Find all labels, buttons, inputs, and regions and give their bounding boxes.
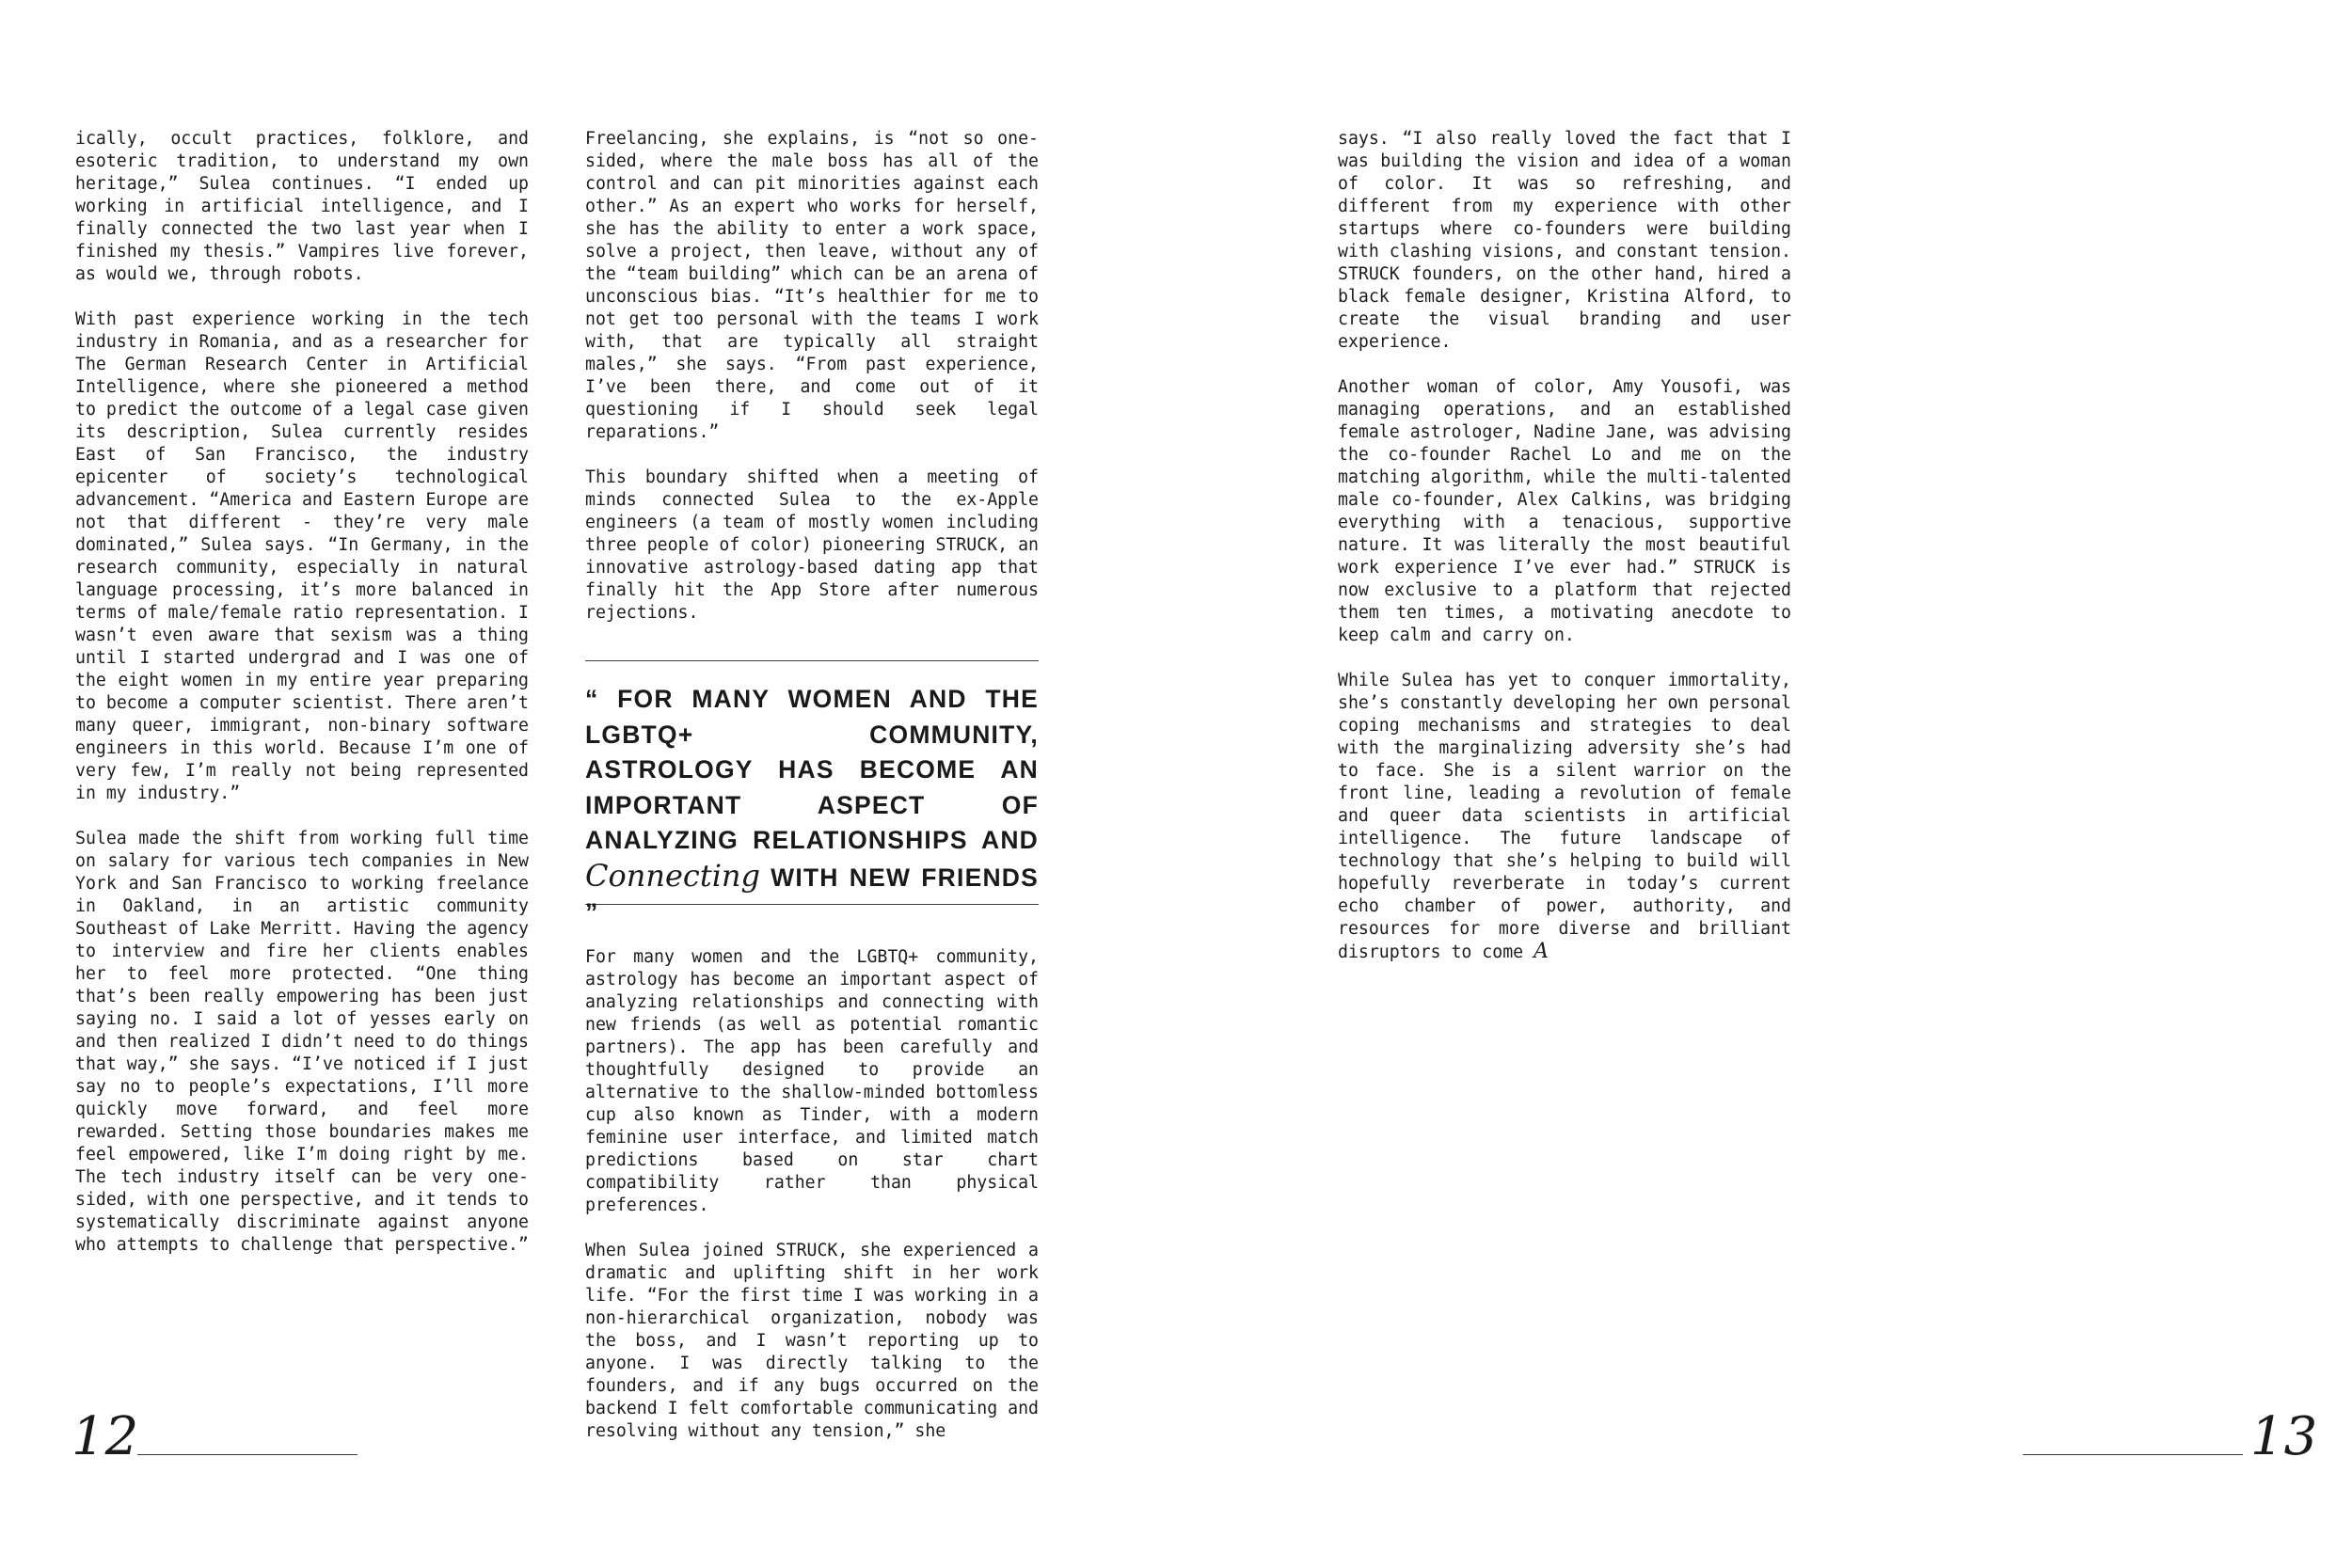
- body-paragraph: Freelancing, she explains, is “not so one-sided, where the male boss has all of the control and can pit minorities against each other.” As an expert who works for herself, she has the ability to enter a work space, solve a project, then leave, without any of the “team building” which can be an arena of unconscious bias. “It’s healthier for me to not get too personal with the teams I work with, that are typically all straight males,” she says. “From past experience, I’ve been there, and come out of it questioning if I should seek legal reparations.”: [585, 129, 1039, 442]
- body-paragraph: says. “I also really loved the fact that I was building the vision and idea of a woman of color. It was so refreshing, and different from my experience with other startups where co-founders were building with clashing visions, and constant tension. STRUCK founders, on the other hand, hired a black female designer, Kristina Alford, to create the visual branding and user experience.: [1338, 129, 1791, 352]
- end-mark-icon: A: [1534, 940, 1549, 963]
- left-page-column-2-continued: [585, 946, 1039, 1465]
- right-page-column: [1338, 128, 1791, 987]
- page-number-left: 12: [72, 1406, 139, 1467]
- folio-rule-left: [137, 1454, 358, 1455]
- pull-quote-lead: “ FOR MANY WOMEN AND THE LGBTQ+ COMMUNITY, ASTROLOGY HAS BECOME AN IMPORTANT ASPECT OF ANALYZING RELATIONSHIPS AND: [585, 685, 1039, 854]
- body-paragraph: Another woman of color, Amy Yousofi, was managing operations, and an established female astrologer, Nadine Jane, was advising the co-founder Rachel Lo and me on the matching algorithm, while the multi-talented male co-founder, Alex Calkins, was bridging everything with a tenacious, supportive nature. It was literally the most beautiful work experience I’ve ever had.” STRUCK is now exclusive to a platform that rejected them ten times, a motivating anecdote to keep calm and carry on.: [1338, 377, 1791, 645]
- body-paragraph-final: [1338, 670, 1791, 964]
- body-paragraph: ically, occult practices, folklore, and esoteric tradition, to understand my own heritage,” Sulea continues. “I ended up working in artificial intelligence, and I finally connected the two last year when I finished my thesis.” Vampires live forever, as would we, through robots.: [75, 129, 529, 284]
- body-paragraph: When Sulea joined STRUCK, she experienced a dramatic and uplifting shift in her work life. “For the first time I was working in a non-hierarchical organization, nobody was the boss, and I wasn’t reporting up to anyone. I was directly talking to the founders, and if any bugs occurred on the backend I felt comfortable communicating and resolving without any tension,” she: [585, 1241, 1039, 1441]
- folio-rule-right: [2023, 1454, 2243, 1455]
- pull-quote: [585, 660, 1039, 927]
- left-page-column-1: [75, 128, 529, 1279]
- left-page-column-2: [585, 128, 1039, 647]
- pull-quote-script-word: Connecting: [585, 857, 761, 894]
- body-paragraph: Sulea made the shift from working full time on salary for various tech companies in New York and San Francisco to working freelance in Oakland, in an artistic community Southeast of Lake Merritt. Having the agency to interview and fire her clients enables her to feel more protected. “One thing that’s been really empowering has been just saying no. I said a lot of yesses early on and then realized I didn’t need to do things that way,” she says. “I’ve noticed if I just say no to people’s expectations, I’ll more quickly move forward, and feel more rewarded. Setting those boundaries makes me feel empowered, like I’m doing right by me. The tech industry itself can be very one-sided, with one perspective, and it tends to systematically discriminate against anyone who attempts to challenge that perspective.”: [75, 829, 529, 1255]
- final-paragraph-text: While Sulea has yet to conquer immortality, she’s constantly developing her own personal coping mechanisms and strategies to deal with the marginalizing adversity she’s had to face. She is a silent warrior on the front line, leading a revolution of female and queer data scientists in artificial intelligence. The future landscape of technology that she’s helping to build will hopefully reverberate in today’s current echo chamber of power, authority, and resources for more diverse and brilliant disruptors to come: [1338, 671, 1791, 962]
- body-paragraph: With past experience working in the tech industry in Romania, and as a researcher for The German Research Center in Artificial Intelligence, where she pioneered a method to predict the outcome of a legal case given its description, Sulea currently resides East of San Francisco, the industry epicenter of society’s technological advancement. “America and Eastern Europe are not that different - they’re very male dominated,” Sulea says. “In Germany, in the research community, especially in natural language processing, it’s more balanced in terms of male/female ratio representation. I wasn’t even aware that sexism was a thing until I started undergrad and I was one of the eight women in my entire year preparing to become a computer scientist. There aren’t many queer, immigrant, non-binary software engineers in this world. Because I’m one of very few, I’m really not being represented in my industry.”: [75, 309, 529, 803]
- body-paragraph: For many women and the LGBTQ+ community, astrology has become an important aspect of analyzing relationships and connecting with new friends (as well as potential romantic partners). The app has been carefully and thoughtfully designed to provide an alternative to the shallow-minded bottomless cup also known as Tinder, with a modern feminine user interface, and limited match predictions based on star chart compatibility rather than physical preferences.: [585, 947, 1039, 1215]
- body-paragraph: This boundary shifted when a meeting of minds connected Sulea to the ex-Apple engineers (a team of mostly women including three people of color) pioneering STRUCK, an innovative astrology-based dating app that finally hit the App Store after numerous rejections.: [585, 467, 1039, 623]
- page-number-right: 13: [2250, 1406, 2318, 1467]
- pull-quote-text: [585, 682, 1039, 931]
- pull-quote-tail: WITH NEW FRIENDS ”: [585, 863, 1039, 927]
